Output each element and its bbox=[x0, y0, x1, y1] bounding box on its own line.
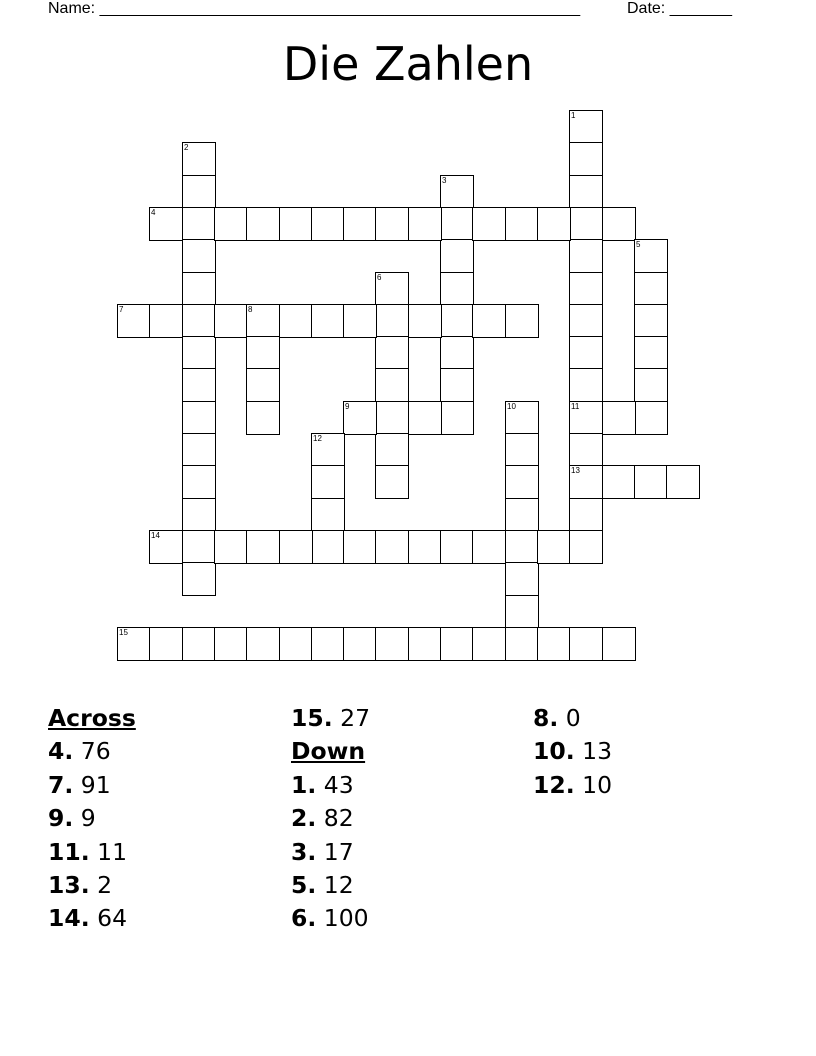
clue-text: 13 bbox=[582, 737, 613, 766]
clue-across-7 bbox=[48, 769, 288, 802]
grid-cell[interactable] bbox=[505, 627, 539, 661]
grid-cell[interactable] bbox=[311, 304, 345, 338]
grid-cell[interactable] bbox=[569, 304, 603, 338]
clue-down-6 bbox=[291, 902, 531, 935]
grid-cell[interactable] bbox=[375, 368, 409, 402]
grid-cell[interactable] bbox=[472, 530, 506, 564]
down-heading: Down bbox=[291, 737, 366, 766]
clue-across-15 bbox=[291, 702, 531, 735]
cell-number: 8 bbox=[248, 305, 253, 314]
grid-cell[interactable] bbox=[602, 627, 636, 661]
clue-text: 91 bbox=[80, 770, 111, 799]
grid-cell[interactable] bbox=[440, 627, 474, 661]
grid-cell[interactable] bbox=[182, 368, 216, 402]
grid-cell[interactable] bbox=[182, 175, 216, 209]
cell-number: 5 bbox=[636, 240, 641, 249]
cell-number: 12 bbox=[313, 434, 322, 443]
grid-cell[interactable] bbox=[440, 336, 474, 370]
grid-cell[interactable] bbox=[279, 530, 313, 564]
grid-cell[interactable] bbox=[472, 207, 506, 241]
grid-cell[interactable] bbox=[214, 530, 248, 564]
grid-cell[interactable] bbox=[343, 627, 377, 661]
cell-number: 7 bbox=[119, 305, 124, 314]
clue-across-4 bbox=[48, 735, 288, 768]
grid-cell[interactable] bbox=[246, 207, 280, 241]
clue-number: 9. bbox=[48, 804, 74, 833]
clue-text: 27 bbox=[340, 704, 371, 732]
across-heading: Across bbox=[48, 704, 136, 732]
clue-down-10 bbox=[533, 735, 773, 768]
grid-cell[interactable] bbox=[505, 498, 539, 532]
grid-cell[interactable] bbox=[440, 239, 474, 273]
grid-cell[interactable] bbox=[375, 627, 409, 661]
grid-cell[interactable] bbox=[569, 627, 603, 661]
cell-number: 11 bbox=[571, 402, 580, 411]
grid-cell[interactable] bbox=[311, 627, 345, 661]
grid-cell[interactable] bbox=[666, 465, 700, 499]
cell-number: 6 bbox=[377, 273, 382, 282]
grid-cell[interactable] bbox=[182, 562, 216, 596]
grid-cell[interactable] bbox=[375, 433, 409, 467]
grid-cell[interactable] bbox=[182, 272, 216, 306]
grid-cell[interactable] bbox=[602, 207, 636, 241]
grid-cell[interactable] bbox=[634, 304, 668, 338]
clue-text: 10 bbox=[582, 770, 613, 799]
grid-cell[interactable] bbox=[505, 207, 539, 241]
grid-cell[interactable] bbox=[569, 401, 603, 435]
name-field[interactable]: Name: ______________________________________________________ bbox=[48, 0, 581, 17]
grid-cell[interactable] bbox=[440, 530, 474, 564]
grid-cell[interactable] bbox=[408, 207, 442, 241]
clue-text: 64 bbox=[97, 904, 128, 933]
clue-text: 2 bbox=[97, 870, 113, 899]
clue-number: 6. bbox=[291, 904, 317, 933]
grid-cell[interactable] bbox=[246, 627, 280, 661]
cell-number: 2 bbox=[184, 143, 189, 152]
cell-number: 10 bbox=[507, 402, 516, 411]
grid-cell[interactable] bbox=[569, 336, 603, 370]
clue-across-14 bbox=[48, 902, 288, 935]
grid-cell[interactable] bbox=[182, 465, 216, 499]
clue-number: 3. bbox=[291, 837, 317, 866]
grid-cell[interactable] bbox=[182, 336, 216, 370]
grid-cell[interactable] bbox=[634, 465, 668, 499]
grid-cell[interactable] bbox=[537, 530, 571, 564]
grid-cell[interactable] bbox=[569, 368, 603, 402]
grid-cell[interactable] bbox=[246, 336, 280, 370]
grid-cell[interactable] bbox=[505, 401, 539, 435]
grid-cell[interactable] bbox=[602, 465, 636, 499]
cell-number: 13 bbox=[571, 466, 580, 475]
clue-number: 14. bbox=[48, 904, 90, 933]
clue-down-1 bbox=[291, 769, 531, 802]
grid-cell[interactable] bbox=[408, 627, 442, 661]
grid-cell[interactable] bbox=[408, 401, 442, 435]
clue-text: 17 bbox=[323, 837, 354, 866]
grid-cell[interactable] bbox=[214, 304, 248, 338]
grid-cell[interactable] bbox=[505, 304, 539, 338]
grid-cell[interactable] bbox=[569, 272, 603, 306]
grid-cell[interactable] bbox=[246, 368, 280, 402]
grid-cell[interactable] bbox=[375, 401, 409, 435]
clue-text: 76 bbox=[80, 737, 111, 766]
clue-text: 82 bbox=[323, 804, 354, 833]
clue-text: 100 bbox=[323, 904, 369, 933]
grid-cell[interactable] bbox=[246, 304, 280, 338]
clue-text: 43 bbox=[323, 770, 354, 799]
grid-cell[interactable] bbox=[569, 530, 603, 564]
grid-cell[interactable] bbox=[375, 304, 409, 338]
grid-cell[interactable] bbox=[569, 207, 603, 241]
grid-cell[interactable] bbox=[440, 272, 474, 306]
grid-cell[interactable] bbox=[149, 627, 183, 661]
cell-number: 15 bbox=[119, 628, 128, 637]
clue-number: 4. bbox=[48, 737, 74, 766]
clue-down-3 bbox=[291, 836, 531, 869]
grid-cell[interactable] bbox=[182, 433, 216, 467]
grid-cell[interactable] bbox=[602, 401, 636, 435]
grid-cell[interactable] bbox=[246, 530, 280, 564]
grid-cell[interactable] bbox=[569, 498, 603, 532]
grid-cell[interactable] bbox=[182, 498, 216, 532]
grid-cell[interactable] bbox=[279, 304, 313, 338]
clue-across-13 bbox=[48, 869, 288, 902]
cell-number: 14 bbox=[151, 531, 160, 540]
clue-text: 12 bbox=[323, 870, 354, 899]
grid-cell[interactable] bbox=[149, 530, 183, 564]
clue-number: 13. bbox=[48, 870, 90, 899]
clue-number: 7. bbox=[48, 770, 74, 799]
grid-cell[interactable] bbox=[311, 207, 345, 241]
clue-down-8 bbox=[533, 702, 773, 735]
grid-cell[interactable] bbox=[569, 239, 603, 273]
grid-cell[interactable] bbox=[311, 530, 345, 564]
grid-cell[interactable] bbox=[311, 433, 345, 467]
grid-cell[interactable] bbox=[343, 401, 377, 435]
clue-number: 8. bbox=[533, 704, 559, 732]
clues-column-2 bbox=[291, 702, 531, 936]
grid-cell[interactable] bbox=[279, 207, 313, 241]
grid-cell[interactable] bbox=[182, 627, 216, 661]
page-title: Die Zahlen bbox=[282, 37, 534, 91]
grid-cell[interactable] bbox=[408, 304, 442, 338]
grid-cell[interactable] bbox=[408, 530, 442, 564]
date-field[interactable]: Date: _______ bbox=[627, 0, 732, 17]
clue-number: 5. bbox=[291, 870, 317, 899]
clue-text: 0 bbox=[565, 704, 581, 732]
grid-cell[interactable] bbox=[117, 627, 151, 661]
cell-number: 1 bbox=[571, 111, 576, 120]
grid-cell[interactable] bbox=[472, 627, 506, 661]
clue-number: 15. bbox=[291, 704, 333, 732]
cell-number: 4 bbox=[151, 208, 156, 217]
grid-cell[interactable] bbox=[311, 498, 345, 532]
cell-number: 3 bbox=[442, 176, 447, 185]
grid-cell[interactable] bbox=[149, 304, 183, 338]
grid-cell[interactable] bbox=[569, 142, 603, 176]
grid-cell[interactable] bbox=[505, 433, 539, 467]
clue-number: 10. bbox=[533, 737, 575, 766]
grid-cell[interactable] bbox=[375, 465, 409, 499]
grid-cell[interactable] bbox=[182, 207, 216, 241]
grid-cell[interactable] bbox=[634, 336, 668, 370]
grid-cell[interactable] bbox=[149, 207, 183, 241]
clue-text: 11 bbox=[97, 837, 128, 866]
clue-number: 11. bbox=[48, 837, 90, 866]
clues-column-3 bbox=[533, 702, 773, 802]
clue-down-12 bbox=[533, 769, 773, 802]
clue-across-11 bbox=[48, 836, 288, 869]
grid-cell[interactable] bbox=[117, 304, 151, 338]
grid-cell[interactable] bbox=[279, 627, 313, 661]
grid-cell[interactable] bbox=[440, 304, 474, 338]
grid-cell[interactable] bbox=[634, 368, 668, 402]
grid-cell[interactable] bbox=[634, 272, 668, 306]
grid-cell[interactable] bbox=[634, 401, 668, 435]
grid-cell[interactable] bbox=[440, 401, 474, 435]
clue-number: 12. bbox=[533, 770, 575, 799]
grid-cell[interactable] bbox=[505, 465, 539, 499]
grid-cell[interactable] bbox=[537, 627, 571, 661]
grid-cell[interactable] bbox=[569, 465, 603, 499]
cell-number: 9 bbox=[345, 402, 350, 411]
grid-cell[interactable] bbox=[214, 627, 248, 661]
grid-cell[interactable] bbox=[440, 207, 474, 241]
grid-cell[interactable] bbox=[569, 433, 603, 467]
grid-cell[interactable] bbox=[375, 336, 409, 370]
grid-cell[interactable] bbox=[214, 207, 248, 241]
clue-text: 9 bbox=[80, 804, 96, 833]
grid-cell[interactable] bbox=[505, 595, 539, 629]
grid-cell[interactable] bbox=[505, 530, 539, 564]
grid-cell[interactable] bbox=[375, 207, 409, 241]
grid-cell[interactable] bbox=[182, 304, 216, 338]
clue-across-9 bbox=[48, 802, 288, 835]
grid-cell[interactable] bbox=[569, 110, 603, 144]
grid-cell[interactable] bbox=[440, 368, 474, 402]
grid-cell[interactable] bbox=[375, 530, 409, 564]
grid-cell[interactable] bbox=[246, 401, 280, 435]
grid-cell[interactable] bbox=[182, 239, 216, 273]
clue-down-2 bbox=[291, 802, 531, 835]
grid-cell[interactable] bbox=[343, 207, 377, 241]
clue-down-5 bbox=[291, 869, 531, 902]
grid-cell[interactable] bbox=[505, 562, 539, 596]
grid-cell[interactable] bbox=[375, 272, 409, 306]
grid-cell[interactable] bbox=[472, 304, 506, 338]
grid-cell[interactable] bbox=[343, 304, 377, 338]
grid-cell[interactable] bbox=[182, 530, 216, 564]
grid-cell[interactable] bbox=[634, 239, 668, 273]
clue-number: 2. bbox=[291, 804, 317, 833]
grid-cell[interactable] bbox=[311, 465, 345, 499]
grid-cell[interactable] bbox=[537, 207, 571, 241]
clue-number: 1. bbox=[291, 770, 317, 799]
grid-cell[interactable] bbox=[182, 401, 216, 435]
grid-cell[interactable] bbox=[440, 175, 474, 209]
clues-column-1 bbox=[48, 702, 288, 936]
grid-cell[interactable] bbox=[343, 530, 377, 564]
grid-cell[interactable] bbox=[182, 142, 216, 176]
grid-cell[interactable] bbox=[569, 175, 603, 209]
